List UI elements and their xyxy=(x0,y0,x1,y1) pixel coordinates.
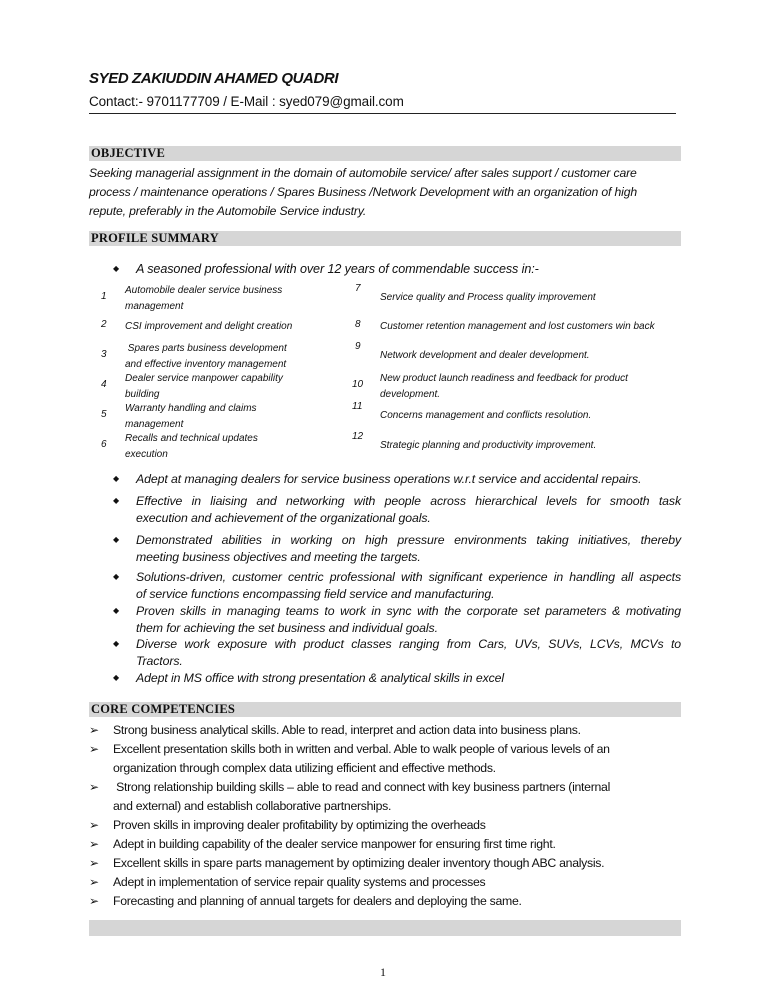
profile-bullet-line: Diverse work exposure with product classes ranging from Cars, UVs, SUVs, LCVs, MCVs to xyxy=(136,637,681,651)
objective-line: process / maintenance operations / Spares Business /Network Development with an organization of high xyxy=(89,185,637,199)
arrow-bullet-icon: ➢ xyxy=(89,780,99,794)
arrow-bullet-icon: ➢ xyxy=(89,742,99,756)
skill-number: 8 xyxy=(355,319,361,330)
header-divider xyxy=(89,113,676,114)
skill-number: 1 xyxy=(101,291,107,302)
core-competency-line: organization through complex data utilizing efficient and effective methods. xyxy=(113,761,496,775)
arrow-bullet-icon: ➢ xyxy=(89,856,99,870)
core-competency-line: and external) and establish collaborative partnerships. xyxy=(113,799,392,813)
core-competency-line: Adept in building capability of the dealer service manpower for ensuring first time right. xyxy=(113,837,556,851)
arrow-bullet-icon: ➢ xyxy=(89,894,99,908)
skill-item-line: building xyxy=(125,388,160,400)
skill-item xyxy=(380,319,698,335)
arrow-bullet-icon: ➢ xyxy=(89,875,99,889)
skill-number: 12 xyxy=(352,431,364,442)
skill-item xyxy=(380,348,698,364)
contact-line: Contact:- 9701177709 / E-Mail : syed079@gmail.com xyxy=(89,94,404,109)
skill-item-line: execution xyxy=(125,448,168,460)
skill-item-line: Recalls and technical updates xyxy=(125,433,258,444)
profile-bullet-line: Tractors. xyxy=(136,653,183,668)
objective-heading: OBJECTIVE xyxy=(89,146,681,161)
objective-line: repute, preferably in the Automobile Service industry. xyxy=(89,204,367,218)
skill-item xyxy=(125,341,325,372)
skill-number: 2 xyxy=(101,319,107,330)
profile-bullet-line: Demonstrated abilities in working on high pressure environments taking initiatives, thereby xyxy=(136,533,681,547)
profile-bullet-line: Adept in MS office with strong presentation & analytical skills in excel xyxy=(136,671,505,685)
skill-item-line: Concerns management and conflicts resolution. xyxy=(380,410,592,421)
skill-item-line: Dealer service manpower capability xyxy=(125,373,283,384)
diamond-bullet-icon: ◆ xyxy=(113,496,120,505)
profile-bullet-line: Adept at managing dealers for service business operations w.r.t service and accidental repairs. xyxy=(136,472,642,486)
section-bar-empty xyxy=(89,920,681,936)
skill-number: 11 xyxy=(352,401,363,412)
skill-item-line: and effective inventory management xyxy=(125,358,287,370)
diamond-bullet-icon: ◆ xyxy=(113,535,120,544)
skill-item-line: Spares parts business development xyxy=(125,343,287,354)
arrow-bullet-icon: ➢ xyxy=(89,723,99,737)
candidate-name: SYED ZAKIUDDIN AHAMED QUADRI xyxy=(89,70,339,87)
skill-number: 4 xyxy=(101,379,107,390)
diamond-bullet-icon: ◆ xyxy=(113,474,120,483)
objective-text xyxy=(89,164,681,221)
skill-number: 6 xyxy=(101,439,107,450)
objective-line: Seeking managerial assignment in the domain of automobile service/ after sales support / customer care xyxy=(89,166,637,180)
page-number: 1 xyxy=(380,965,386,979)
skill-item-line: Network development and dealer development. xyxy=(380,350,590,361)
skill-item xyxy=(380,371,698,402)
skill-item xyxy=(125,431,325,462)
arrow-bullet-icon: ➢ xyxy=(89,818,99,832)
skill-item-line: New product launch readiness and feedback for product xyxy=(380,373,628,384)
profile-bullet-line: Proven skills in managing teams to work in sync with the corporate set parameters & motivating xyxy=(136,604,681,618)
skill-item-line: Strategic planning and productivity improvement. xyxy=(380,440,597,451)
profile-summary-heading: PROFILE SUMMARY xyxy=(89,231,681,246)
skill-item-line: CSI improvement and delight creation xyxy=(125,321,293,332)
skill-number: 3 xyxy=(101,349,107,360)
core-competency-line: Excellent skills in spare parts management by optimizing dealer inventory though ABC analysis. xyxy=(113,856,605,870)
skill-item-line: management xyxy=(125,418,184,430)
skill-item-line: development. xyxy=(380,388,441,400)
arrow-bullet-icon: ➢ xyxy=(89,837,99,851)
profile-bullet-line: Solutions-driven, customer centric professional with significant experience in handling all aspects xyxy=(136,570,681,584)
diamond-bullet-icon: ◆ xyxy=(113,572,120,581)
skill-item-line: Warranty handling and claims xyxy=(125,403,257,414)
core-competencies-heading: CORE COMPETENCIES xyxy=(89,702,681,717)
skill-number: 5 xyxy=(101,409,107,420)
diamond-bullet-icon: ◆ xyxy=(113,673,120,682)
core-competency-line: Strong business analytical skills. Able to read, interpret and action data into business plans. xyxy=(113,723,581,737)
profile-bullet-line: them for achieving the set business and individual goals. xyxy=(136,620,438,635)
skill-item xyxy=(125,371,325,402)
profile-bullet-line: execution and achievement of the organizational goals. xyxy=(136,510,431,525)
skill-number: 7 xyxy=(355,283,361,294)
diamond-bullet-icon: ◆ xyxy=(113,264,120,273)
diamond-bullet-icon: ◆ xyxy=(113,606,120,615)
diamond-bullet-icon: ◆ xyxy=(113,639,120,648)
skill-item-line: management xyxy=(125,300,184,312)
skill-item-line: Automobile dealer service business xyxy=(125,285,283,296)
core-competency-line: Adept in implementation of service repair quality systems and processes xyxy=(113,875,486,889)
skill-item-line: Customer retention management and lost customers win back xyxy=(380,321,655,332)
skill-item xyxy=(125,401,325,432)
profile-bullet-line: Effective in liaising and networking with people across hierarchical levels for smooth task xyxy=(136,494,681,508)
skill-item xyxy=(125,283,325,314)
core-competency-line: Forecasting and planning of annual targets for dealers and deploying the same. xyxy=(113,894,522,908)
core-competency-line: Excellent presentation skills both in written and verbal. Able to walk people of various levels of an xyxy=(113,742,610,756)
skill-item xyxy=(380,438,698,454)
core-competency-line: Proven skills in improving dealer profitability by optimizing the overheads xyxy=(113,818,486,832)
core-competency-line: Strong relationship building skills – able to read and connect with key business partners (internal xyxy=(113,780,611,794)
skill-item xyxy=(125,319,325,335)
resume-page: SYED ZAKIUDDIN AHAMED QUADRI Contact:- 9701177709 / E-Mail : syed079@gmail.com OBJECTIVE Seeking managerial assignment in the domain of automobile service/ after sales support / customer care process / maintenance operations / Spares Business /Network Development with an organization of high repute, preferably in the Automobile Service industry. PROFILE SUMMARY ◆ A seasoned professional with over 12 years of commendable success in:- 1 Automobile dealer service business management 2 CSI improvement and delight creation 3 Spares parts business development and effective inventory management 4 Dealer service manpower capability building 5 Warranty handling and claims management 6 Recalls and technical updates execution 7 Service quality and Process quality improvement 8 Customer retention management and lost customers win back 9 Network development and dealer development. 10 New product launch readiness and feedback for product development. 11 Concerns management and conflicts resolution. 12 Strategic planning and productivity improvement. ◆ Adept at managing dealers for service business operations w.r.t service and accidental repairs. ◆ Effective in liaising and networking with people across hierarchical levels for smooth task execution and achievement of the organizational goals. ◆ Demonstrated abilities in working on high pressure environments taking initiatives, thereby meeting business objectives and meeting the targets. ◆ Solutions-driven, customer centric professional with significant experience in handling all aspects of service functions encompassing field service and manufacturing. ◆ Proven skills in managing teams to work in sync with the corporate set parameters & motivating them for achieving the set business and individual goals. ◆ Diverse work exposure with product classes ranging from Cars, UVs, SUVs, LCVs, MCVs to Tractors. ◆ Adept in MS office with strong presentation & analytical skills in excel CORE COMPETENCIES ➢ Strong business analytical skills. Able to read, interpret and action data into business plans. ➢ Excellent presentation skills both in written and verbal. Able to walk people of various levels of an organization through complex data utilizing efficient and effective methods. ➢ Strong relationship building skills – able to read and connect with key business partners (internal and external) and establish collaborative partnerships. ➢ Proven skills in improving dealer profitability by optimizing the overheads ➢ Adept in building capability of the dealer service manpower for ensuring first time right. ➢ Excellent skills in spare parts management by optimizing dealer inventory though ABC analysis. ➢ Adept in implementation of service repair quality systems and processes ➢ Forecasting and planning of annual targets for dealers and deploying the same. 1 xyxy=(0,0,768,994)
skill-item xyxy=(380,408,698,424)
skill-number: 9 xyxy=(355,341,361,352)
skill-number: 10 xyxy=(352,379,364,390)
profile-bullet-line: of service functions encompassing field service and manufacturing. xyxy=(136,586,495,601)
skill-item-line: Service quality and Process quality improvement xyxy=(380,292,596,303)
skill-item xyxy=(380,290,698,306)
profile-bullet-line: meeting business objectives and meeting the targets. xyxy=(136,549,421,564)
